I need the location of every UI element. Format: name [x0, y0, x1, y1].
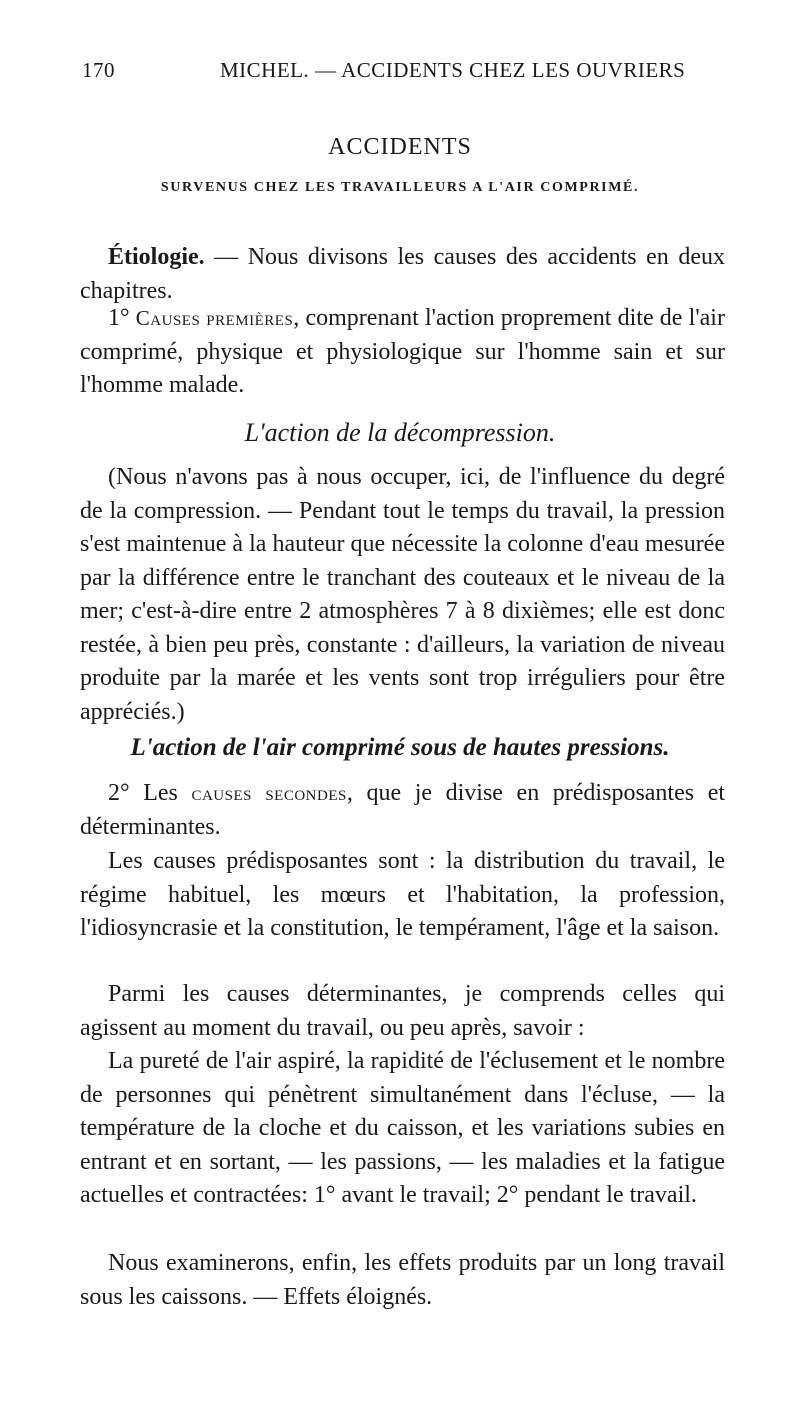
paragraph-effets-eloignes: Nous examinerons, enfin, les effets produits par un long travail sous les caissons. — Effets éloignés. — [80, 1250, 725, 1310]
section-title: ACCIDENTS — [328, 134, 472, 160]
paragraph-etiologie — [80, 241, 725, 308]
run-in-heading: Étiologie. — [108, 244, 205, 270]
paragraph-determinantes: Parmi les causes déterminantes, je comprends celles qui agissent au moment du travail, ou peu après, savoir : — [80, 981, 725, 1041]
running-header — [82, 58, 720, 90]
subheading-decompression: L'action de la décompression. — [244, 418, 556, 447]
paragraph-text: , que je divise en prédisposantes et déterminantes. — [80, 780, 726, 840]
paragraph-causes-premieres — [80, 302, 725, 403]
item-number: 2° Les — [108, 780, 192, 806]
small-caps-term: causes secondes — [191, 781, 347, 805]
section-subtitle: SURVENUS CHEZ LES TRAVAILLEURS A L'AIR COMPRIMÉ. — [160, 180, 640, 195]
paragraph-text: — Nous divisons les causes des accidents en deux chapitres. — [80, 244, 725, 304]
paragraph-causes-secondes — [80, 777, 725, 844]
small-caps-term: Causes premières — [135, 306, 294, 330]
subheading-hautes-pressions: L'action de l'air comprimé sous de hautes pressions. — [130, 734, 670, 761]
paragraph-purete-air: La pureté de l'air aspiré, la rapidité de l'éclusement et le nombre de personnes qui pénètrent simultanément dans l'écluse, — la température de la cloche et du caisson, et les variations subies en entrant et en sortant, — les passions, — les maladies et la fatigue actuelles et contractées: 1° avant le travail; 2° pendant le travail. — [80, 1048, 725, 1208]
page-number: 170 — [82, 58, 115, 82]
paragraph-text: , comprenant l'action proprement dite de l'air comprimé, physique et physiologique sur l'homme sain et sur l'homme malade. — [80, 305, 725, 398]
paragraph-predisposantes: Les causes prédisposantes sont : la distribution du travail, le régime habituel, les mœurs et l'habitation, la profession, l'idiosyncrasie et la constitution, le tempérament, l'âge et la saison. — [80, 848, 725, 941]
running-title: MICHEL. — ACCIDENTS CHEZ LES OUVRIERS — [220, 58, 686, 82]
item-number: 1° — [108, 305, 136, 331]
paragraph-compression: (Nous n'avons pas à nous occuper, ici, de l'influence du degré de la compression. — Pendant tout le temps du travail, la pression s'est maintenue à la hauteur que nécessite la colonne d'eau mesurée par la différence entre le tranchant des couteaux et le niveau de la mer; c'est-à-dire entre 2 atmosphères 7 à 8 dixièmes; elle est donc restée, à bien peu près, constante : d'ailleurs, la variation de niveau produite par la marée et les vents sont trop irréguliers pour être appréciés.) — [80, 464, 725, 725]
